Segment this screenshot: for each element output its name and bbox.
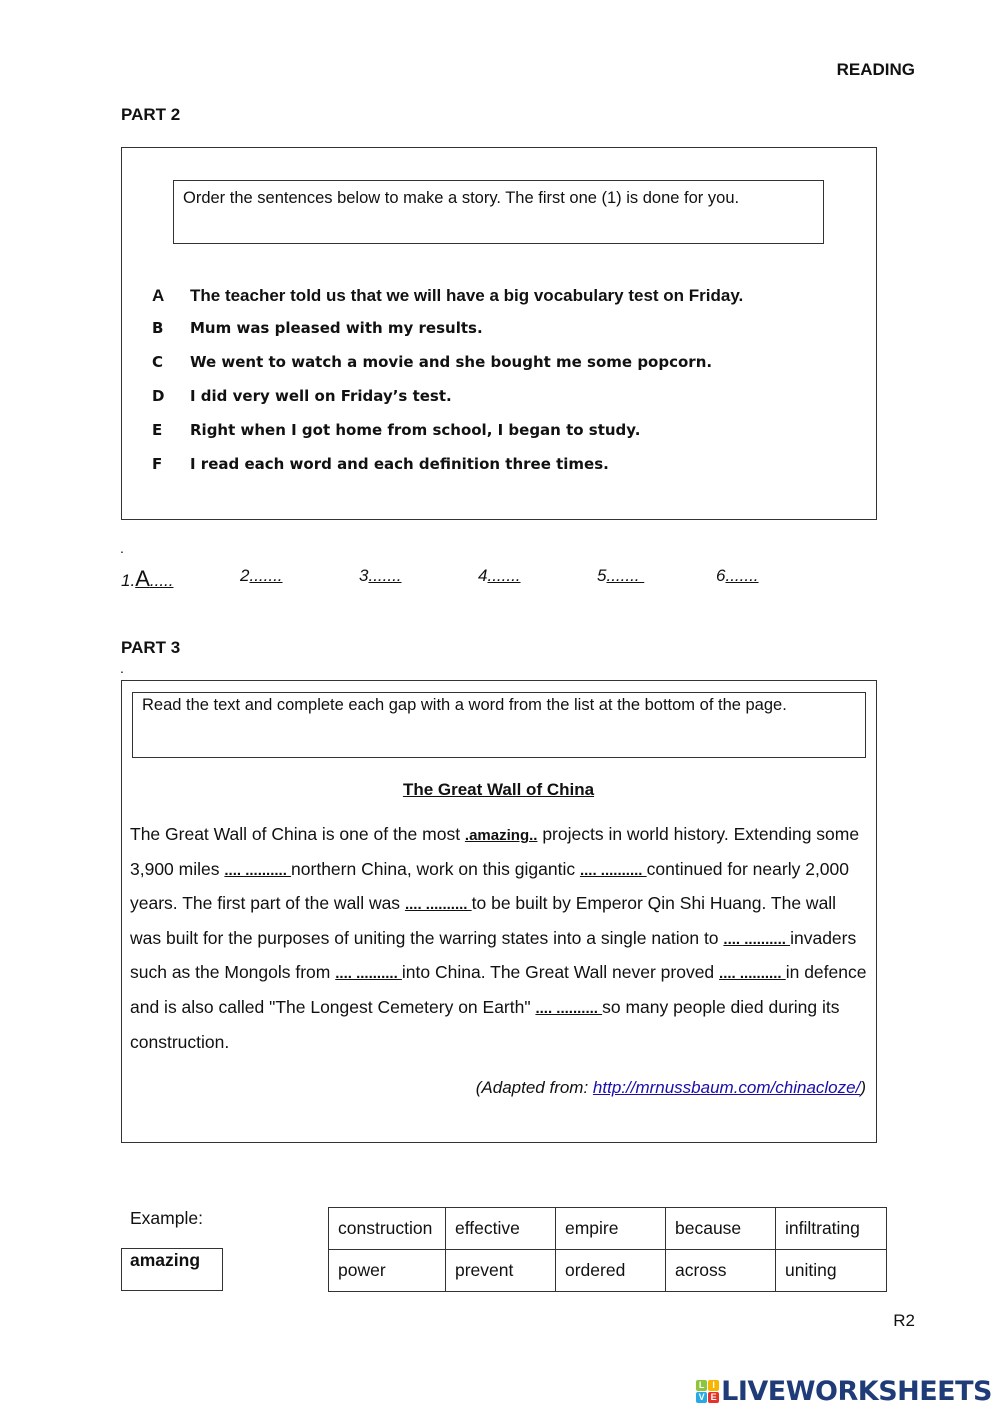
gap-5[interactable]: .... .......... — [335, 965, 402, 983]
cloze-paragraph — [130, 818, 870, 1059]
gap-3[interactable]: .... .......... — [404, 896, 472, 914]
sentence-b — [152, 319, 483, 337]
sentence-c — [152, 353, 712, 371]
answer-blank[interactable]: ....... — [368, 566, 402, 585]
answer-value[interactable]: A — [135, 566, 150, 591]
tile: V — [696, 1392, 707, 1403]
answer-blank[interactable]: ....... — [487, 566, 521, 585]
sentence-a — [152, 286, 743, 306]
word-cell: across — [666, 1250, 776, 1292]
word-cell: empire — [556, 1208, 666, 1250]
sentence-letter: F — [152, 455, 163, 473]
tile: L — [696, 1380, 707, 1391]
answer-number: 5 — [597, 566, 607, 585]
page-code: R2 — [893, 1311, 915, 1330]
answer-4[interactable] — [478, 566, 597, 592]
answer-number: 3 — [359, 566, 369, 585]
text-segment: continued for nearly 2,000 years. The first part of the wall was — [130, 858, 850, 914]
text-segment: invaders such as the Mongols from — [130, 927, 857, 983]
answer-6[interactable] — [716, 566, 835, 592]
answer-blank[interactable]: ....... — [249, 566, 283, 585]
sentence-e — [152, 421, 640, 439]
example-label: Example: — [130, 1208, 203, 1228]
text-segment: northern China, work on this gigantic — [291, 858, 580, 879]
answer-number: 2 — [240, 566, 250, 585]
stray-dot: . — [120, 540, 124, 556]
answer-blank: ..... — [149, 571, 174, 590]
answer-2[interactable] — [240, 566, 359, 592]
source-prefix: (Adapted from: — [475, 1078, 593, 1097]
tile: I — [708, 1380, 719, 1391]
part2-title: PART 2 — [121, 105, 181, 124]
example-word-box: amazing — [121, 1248, 223, 1291]
word-cell: uniting — [776, 1250, 887, 1292]
answer-number: 6 — [716, 566, 726, 585]
answer-number: 4 — [478, 566, 488, 585]
stray-dot: . — [120, 660, 124, 676]
sentence-letter: A — [152, 286, 165, 305]
word-cell: prevent — [446, 1250, 556, 1292]
source-link[interactable]: http://mrnussbaum.com/chinacloze/ — [592, 1078, 861, 1097]
source-citation — [476, 1078, 866, 1098]
word-bank-table — [328, 1207, 887, 1292]
tile: E — [708, 1392, 719, 1403]
part3-title: PART 3 — [121, 638, 181, 657]
text-segment: so many people died during its construction. — [130, 996, 840, 1052]
text-title: The Great Wall of China — [402, 780, 595, 799]
sentence-text: I read each word and each definition three times. — [190, 455, 609, 473]
text-segment: to be built by Emperor Qin Shi Huang. The wall was built for the purposes of uniting the warring states into a single nation to — [130, 893, 837, 948]
source-suffix: ) — [860, 1078, 866, 1097]
sentence-letter: C — [152, 353, 164, 371]
word-cell: construction — [329, 1208, 446, 1250]
answer-row — [121, 566, 835, 592]
text-segment: into China. The Great Wall never proved — [401, 962, 720, 983]
answer-blank[interactable]: ....... — [725, 566, 759, 585]
answer-number: 1. — [121, 571, 136, 590]
answer-3[interactable] — [359, 566, 478, 592]
sentence-text: Mum was pleased with my results. — [190, 319, 483, 337]
sentence-text: Right when I got home from school, I began to study. — [190, 421, 641, 439]
gap-example: .amazing.. — [464, 827, 538, 844]
sentence-text: I did very well on Friday’s test. — [190, 387, 452, 405]
word-cell: ordered — [556, 1250, 666, 1292]
gap-7[interactable]: .... .......... — [535, 999, 603, 1017]
sentence-letter: D — [152, 387, 165, 405]
gap-1[interactable]: .... .......... — [224, 861, 292, 879]
sentence-letter: E — [152, 421, 163, 439]
word-cell: power — [329, 1250, 446, 1292]
answer-5[interactable] — [597, 566, 716, 592]
gap-4[interactable]: .... .......... — [723, 930, 791, 948]
liveworksheets-logo — [696, 1376, 992, 1407]
gap-2[interactable]: .... .......... — [579, 861, 647, 879]
word-cell: effective — [446, 1208, 556, 1250]
answer-blank[interactable]: ....... — [606, 566, 645, 585]
word-row — [329, 1208, 887, 1250]
part3-instruction: Read the text and complete each gap with a word from the list at the bottom of the page. — [132, 692, 866, 758]
sentence-text: The teacher told us that we will have a big vocabulary test on Friday. — [190, 286, 744, 305]
text-segment: The Great Wall of China is one of the most — [130, 824, 465, 844]
word-cell: because — [666, 1208, 776, 1250]
sentence-text: We went to watch a movie and she bought me some popcorn. — [190, 353, 713, 371]
answer-1[interactable] — [121, 566, 240, 592]
sentence-letter: B — [152, 319, 164, 337]
part2-instruction: Order the sentences below to make a story. The first one (1) is done for you. — [173, 180, 824, 244]
logo-text: LIVEWORKSHEETS — [721, 1376, 992, 1407]
word-row — [329, 1250, 887, 1292]
gap-6[interactable]: .... .......... — [719, 965, 786, 983]
sentence-f — [152, 455, 609, 473]
sentence-d — [152, 387, 452, 405]
text-segment: projects in world history. Extending some 3,900 miles — [130, 824, 860, 879]
word-cell: infiltrating — [776, 1208, 887, 1250]
section-heading: READING — [836, 60, 915, 79]
logo-tiles-icon — [696, 1380, 719, 1403]
text-segment: in defence and is also called "The Longest Cemetery on Earth" — [130, 962, 867, 1017]
